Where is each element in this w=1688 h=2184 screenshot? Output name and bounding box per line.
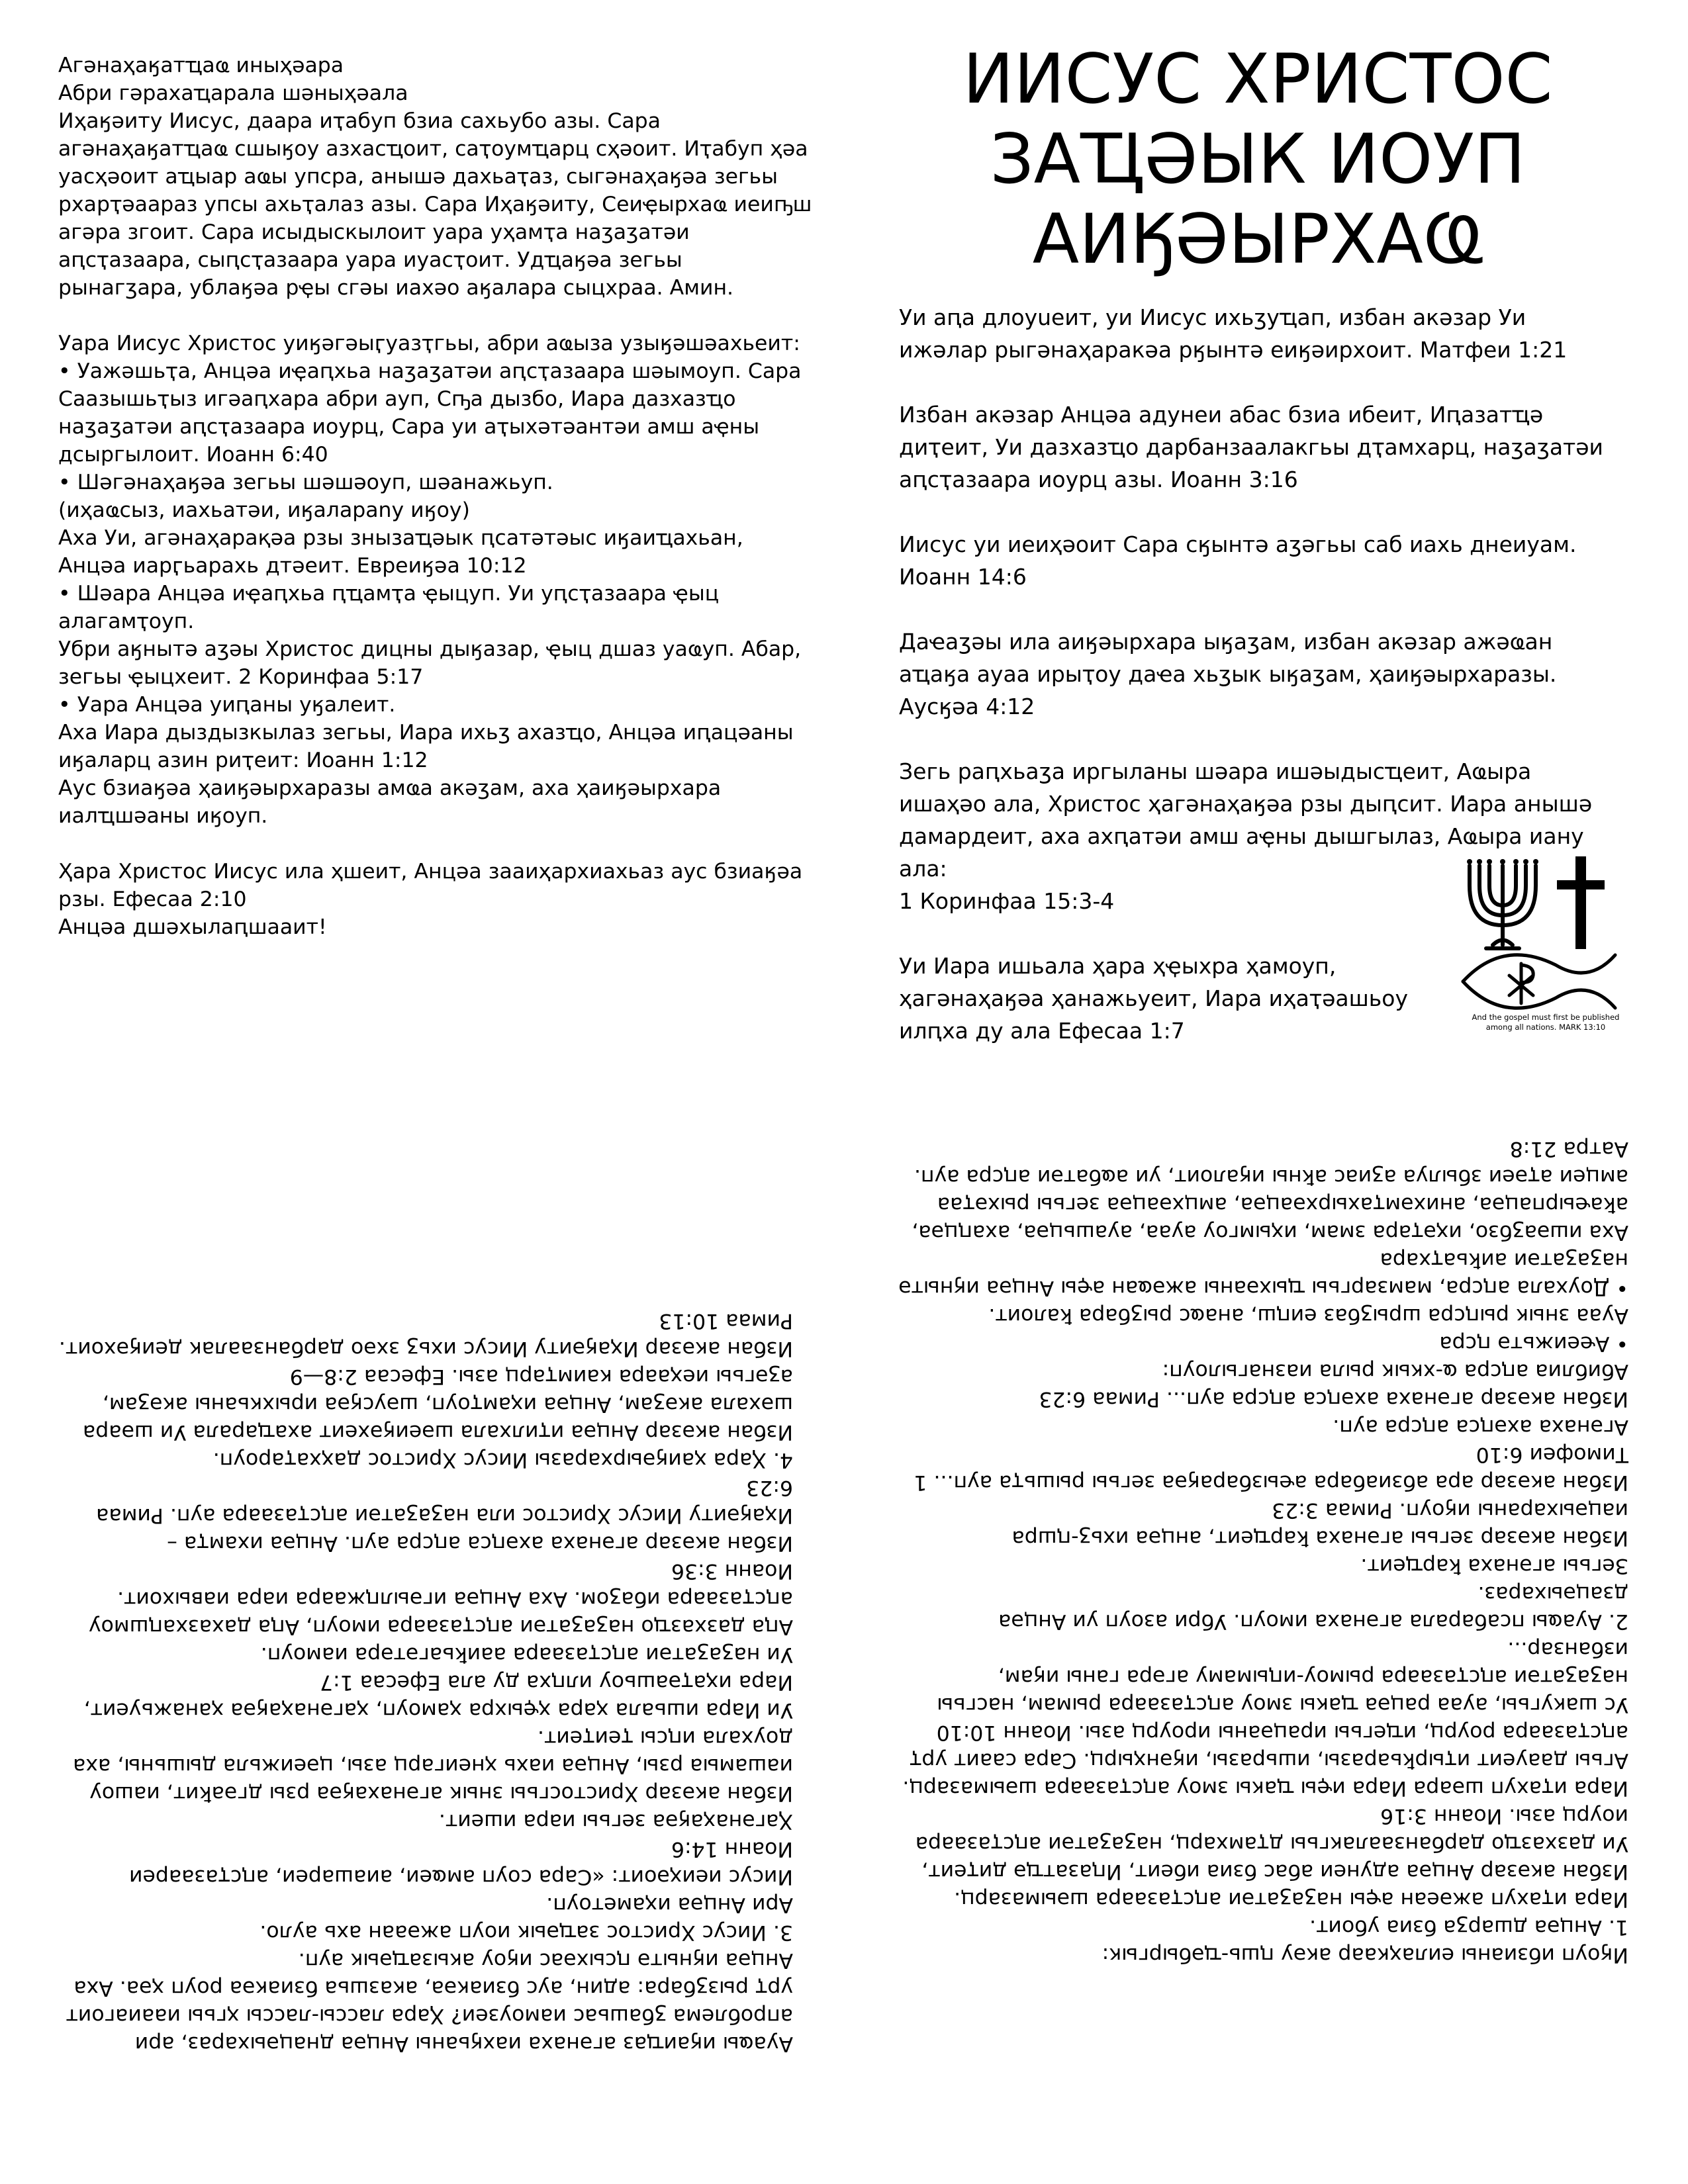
logo-caption-line-1: And the gospel must first be published [1472, 1013, 1620, 1022]
verse-john-14-6: Иисус уи иеиҳәоит Сара сӄынтә аӡәгьы саб иахь днеиуам. Иоанн 14:6 [899, 531, 1577, 590]
upside-down-right-column [894, 1135, 1628, 1969]
logo-graphic [1456, 846, 1635, 1011]
assurance-paragraph: Уара Иисус Христос уиӄәгәыӷуазҭгьы, абри аҩыза узыӄәшәахьеит: • Уажәшьҭа, Анцәа иҿаԥхьа наӡаӡатәи аԥсҭазаара шәымоуп. Сара Саазышьҭыз игәаԥхара абри ауп, Сҧа дызбо, Иара дазхазҵо наӡаӡатәи аԥсҭазаара иоурц, Сара уи аҭыхәтәантәи амш аҿны дсыргылоит. Иоанн 6:40 • Шәгәнаҳаӄәа зегьы шәшәоуп, шәанажьуп. (иҳаҩсыз, иахьатәи, иӄаларany иӄоу) Аха Уи, агәнаҳарақәа рзы знызаҵәык ԥсатәтәыс иӄаиҵахьан, Анцәа иарӷьарахь дтәеит. Евреиӄәа 10:12 • Шәара Анцәа иҿаԥхьа ԥҵамҭа ҿыцуп. Уи уԥсҭазаара ҿыц алагамҭоуп. Убри аӄнытә аӡәы Христос дицны дыӄазар, ҿыц дшаз уаҩуп. Абар, зегьы ҿыцхеит. 2 Коринфаа 5:17 • Уара Анцәа уиԥаны уӄалеит. Аха Иара дыздызкылаз зегьы, Иара ихьӡ ахазҵо, Анцәа иԥацәаны иӄаларц азин риҭеит: Иоанн 1:12 Аус бзиаӄәа ҳаиӄәырхаразы амҩа акәӡам, аха ҳаиӄәырхара иалҵшәаны иӄоуп. [58, 332, 802, 828]
upside-down-left-column [58, 1307, 793, 2058]
closing-paragraph: Ҳара Христос Иисус ила ҳшеит, Анцәа зааиҳархиахьаз аус бзиаӄәа рзы. Ефесаа 2:10 Анцәа дшәхылаԥшааит! [58, 860, 803, 939]
page-title: ИИСУС ХРИСТОС ЗАҴӘЫК ИОУП АИӃӘЫРХАҨ [962, 40, 1553, 279]
verse-matthew-1-21: Уи аԥа длоуueит, уи Иисус ихьӡуҵап, избан акәзар Уи ижәлар рыгәнаҳаракәа рӄынтә еиӄәирхоит. Матфеи 1:21 [899, 304, 1568, 363]
menorah-flames [1467, 859, 1538, 864]
prayer-column [58, 52, 813, 969]
menorah-icon [1470, 866, 1536, 948]
logo-caption [1456, 1013, 1635, 1032]
verse-1-corinthians-15-3-4: Зегь раԥхьаӡа иргыланы шәара ишәыдысҵеит, Аҩыра ишаҳәо ала, Христос ҳагәнаҳаӄәа рзы дыԥсит. Иара анышә дамардеит, аха ахԥатәи амш аҿны дышгылаз, Аҩыра иану ала: 1 Коринфаа 15:3-4 [899, 758, 1593, 914]
prayer-paragraph: Агәнаҳаӄатҵаҩ иныҳәара Абри гәрахаҵарала шәныҳәала Иҳаӄәиту Иисус, даара иҭабуп бзиа сахьубо азы. Сара агәнаҳаӄатҵаҩ сшыӄоу азхасҵоит, саҭоумҵарц сҳәоит. Иҭабуп ҳәа уасҳәоит аҵыар аҩы упсра, анышә дахьаҭаз, сыгәнаҳаӄәа зегьы рхарҭәаараз упсы ахьҭалаз азы. Сара Иҳаӄәиту, Сеиҿырхаҩ иеиҧш агәра згоит. Сара исыдыскылоит уара уҳамҭа наӡаӡатәи аԥсҭазаара, сыԥсҭазаара уара иуасҭоит. Удҵаӄәа зегьы рынагӡара, ублаӄәа рҿы сгәы иахәо аӄалара сыцхраа. Амин. [58, 54, 812, 300]
ichthys-chi-rho-icon [1463, 955, 1615, 1008]
cross-icon [1557, 856, 1605, 949]
upside-down-left-text: Ауаҩы иӄаиҵаз агәнаха иахӄьаны Анцәа днацәыхараз, ари апроблема ӡбашьас иамоузеи? Ҳара лассы-лассы ҳгьы иааиагоит урҭ рызӡбара: адин, аус бзиакәа, аказшьа бзиакәа роуп ҳәа. Аха Анцәа иӄнытә ԥсыхәас иӄоу акызаҵәык ауп. 3. Иисус Христос заҵәык иоуп ажәаан ахь ауло. Ари Анцәа иҳаметоуп. Иисус иеиҳәоит: «Сара соуп амҩеи, аиашареи, аԥсҭазаареи Иоанн 14:6 Ҳагәнаҳаӄәа зегьы иара ишеит. Избан акәзар Христосгьы знык агәнахаӄәа рзы дгәаҟит, иашоу иашамыа рзы, Анцәа иахь ҳнеигарц азы, цәеижьла дышьны, аха доухала иԥсы ҭеиҭеит. Уи Иара ишьала ҳара ҳҿыхра ҳамоуп, ҳагәнаҳаӄәа ҳанажьуеит, Иара иҳаҭәашьоу илԥха ду ала Ефесаа 1:7 Уи наӡаӡатәи аԥсҭазаара ааиҟьагәтәра иамоуп. Аԥа дазхазҵо наӡаӡатәи аԥсҭазаара имоуп, Аԥа дахазхаԥшмоу аԥсҭазаара ибаӡом. Аха Анцәа игәылԥжаара иара иавыхоит. Иоанн 3:36 Избан акәзар агәнаха ахәԥса аԥсра ауп. Анцәа ихамҭа – Иҳаӄәиту Иисус Христос ила наӡаӡатәи аԥсҭазаара ауп. Римаа 6:23 4. Ҳара ҳаиӄәырхаразы Иисус Христос даҳхаҭароуп. Избан акәзар Анцәа иҭилхала шәеиӄәхеит ахаҵарала Уи шәара шәхала акәӡам, Анцәа иҳамҭоуп, шәусӄәа ирыхкьаны акәӡам, аӡәгьы иеҳаара каимҭарц азы. Ефесаа 2:8—9 Избан акәзар Иҳаӄәиту Иисус ихьӡ зхәо дарбанзаалак деиӄәхоит. Римаа 10:13 [58, 1309, 793, 2056]
upside-down-right-text: Иӄоуп ибзианы еилаҳкаар акәу ԥшь-ҵәбыргык: 1. Анцәа дшарӡа бзиа убоит. Иара иҭахуп ажәеан аҿы наӡаӡатәи аԥсҭазаара шәымазарц. Избан акәзар Анцәа адунеи абас бзиа ибеит, Иԥазатҵә диҭеит, Уи дазхазҵо дарбанзаалакгьы дҭамхарц, наӡаӡатәи аԥсҭазаара иоурц азы. Иоанн 3:16 Иара иҭахуп шәара Иара иҿы ҵакы змоу аԥсҭазаара шәымазарц. Агьы даауеит иҭырҟьаразы, ишьразы, иӄәнҳырц. Сара сааит урҭ аԥсҭазаара роурц, иҵегьы ирацәаны ироурц азы. Иоанн 10:10 Ус шакугьы, ауаа рацәа ҵакы змоу аԥсҭазаара рымам, насгьы наӡаӡатәи аԥсҭазаара рымоу-иԥымаму агәра ганы иӄам, избанзар... 2. Ауаҩы псабарала агәнаха имоуп. Убри азоуп уи Анцәа дзацәыхараз. Зегьы агәнаха ҟарҵеит. Избан акәзар зегьы агәнаха ҟарҵеит, анцәа ихьӡ-ԥшра иацәыхараны иӄоуп. Римаа 3:23 Избан акәзар ара абзиабара аҽызбараӄәа зегьы рышьҭа ауп... 1 Тимофеи 6:10 Агәнаха ахәԥса аԥсра ауп. Избан акәзар агәнаха ахәԥса аԥсра ауп... Римаа 6:23 Абиблиа аԥсра ҩ-хкык рыла иазнагылоуп: • Аҽеижьтә ԥсра Ауаа знык рыԥсра шрыӡбаз еиԥш, анаҩс рыӡбара ҟалоит. • Доухала аԥсра, мамзаргьы ҵыхәаны ажәҩан аҿы Анцәа иӄнытә наӡаӡатәи аиҟьаҭхара Аха ишәаӡбзо, иҳәҭара змам, иҳымгоу ауаа, ауашьцәа, ахаԥцәа, аҟаҽырпацәа, анихәмҭахырхәацәа, амцхәацәа зегьы рыхәҭаа амцеи аҭәеи збылуа аӡиас аҟны иӄалоит, уи аҩбатәи аԥсра ауп. Аатра 21:8 [898, 1137, 1628, 1967]
verse-john-3-16: Избан акәзар Анцәа адунеи абас бзиа ибеит, Иԥазатҵә диҭеит, Уи дазхазҵо дарбанзаалакгьы дҭамхарц, наӡаӡатәи аԥсҭазаара иоурц азы. Иоанн 3:16 [899, 402, 1604, 492]
logo-caption-line-2: among all nations. MARK 13:10 [1485, 1023, 1606, 1032]
verse-acts-4-12: Даҽаӡәы ила аиӄәырхара ыӄаӡам, избан акәзар ажәҩан аҵаӄа ауаа ирыҭоу даҽа хьӡык ыӄаӡам, ҳаиӄәырхаразы. Аусӄәа 4:12 [899, 629, 1557, 719]
verse-ephesians-1-7: Уи Иара ишьала ҳара ҳҿыхра ҳамоуп, ҳагәнаҳаӄәа ҳанажьуеит, Иара иҳаҭәашьоу илԥха ду ала Ефесаа 1:7 [899, 953, 1408, 1044]
gospel-logo [1456, 846, 1635, 1044]
